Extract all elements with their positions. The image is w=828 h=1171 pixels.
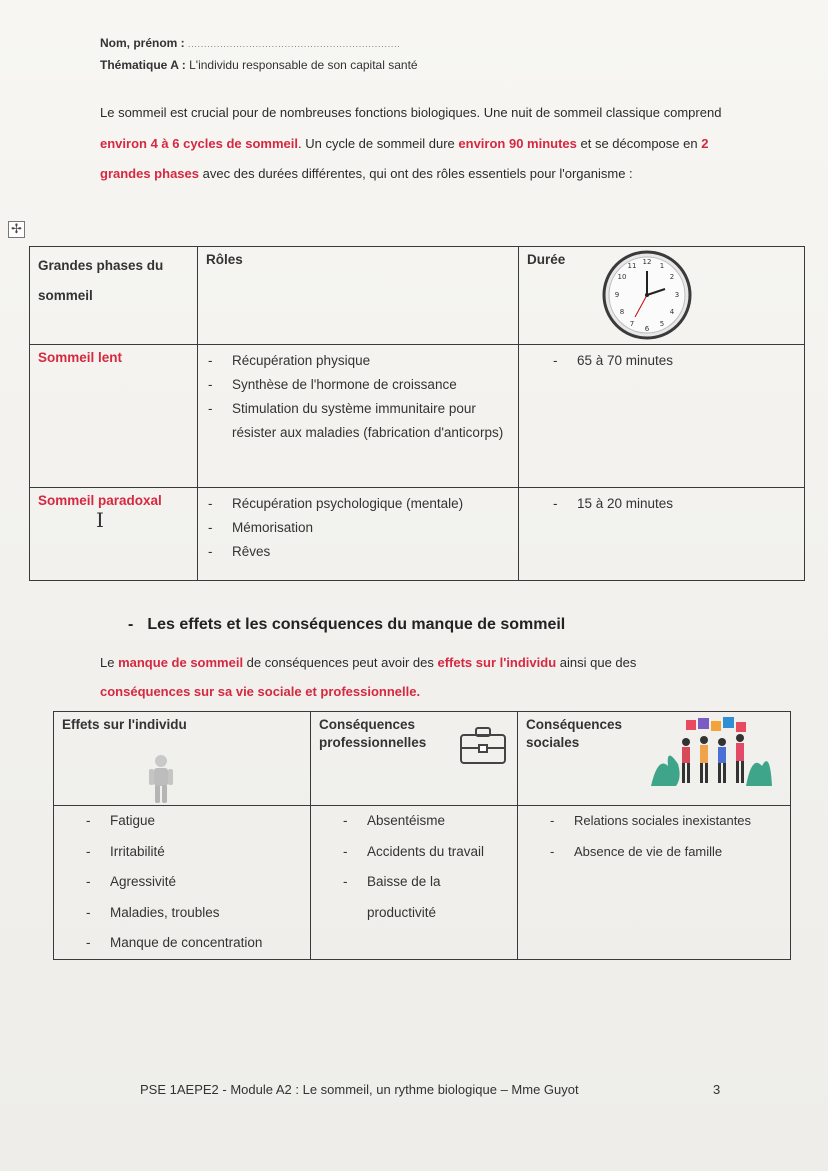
header-phases — [30, 247, 198, 345]
p2-highlight-consequences: conséquences sur sa vie sociale et professionnelle. — [100, 684, 421, 699]
list-item: - Accidents du travail — [367, 837, 517, 868]
list-item: - 15 à 20 minutes — [577, 492, 804, 516]
clock-num-5: 5 — [659, 320, 665, 328]
people-group-icon — [646, 716, 776, 788]
clock-num-6: 6 — [644, 325, 650, 333]
list-item: - Maladies, troubles — [110, 898, 310, 929]
header-pro — [311, 712, 518, 806]
pro-list — [311, 806, 517, 928]
effects-table — [53, 711, 791, 960]
p2-highlight-manque: manque de sommeil — [118, 655, 244, 670]
effects-content-row — [54, 806, 791, 960]
header-roles — [198, 247, 519, 345]
header-roles-label: Rôles — [206, 252, 243, 267]
header-pro-label: Conséquences professionnelles — [319, 717, 427, 750]
page-number: 3 — [713, 1082, 721, 1097]
p2-text-b: de conséquences peut avoir des — [243, 655, 438, 670]
soc-list — [518, 806, 790, 867]
header-effets — [54, 712, 311, 806]
name-line — [100, 36, 401, 50]
header-soc-label: Conséquences sociales — [526, 717, 623, 750]
p2-highlight-effets: effets sur l'individu — [437, 655, 557, 670]
list-item: - Irritabilité — [110, 837, 310, 868]
list-item: - Stimulation du système immunitaire pour résister aux maladies (fabrication d'anticorps) — [232, 397, 518, 445]
duree-cell-paradoxal — [519, 488, 805, 581]
list-item: - Récupération psychologique (mentale) — [232, 492, 518, 516]
name-field[interactable]: .................................................................. — [188, 40, 401, 49]
section-title-text: Les effets et les conséquences du manque de sommeil — [147, 616, 566, 633]
roles-list-paradoxal — [198, 488, 518, 564]
duree-list-paradoxal — [519, 488, 804, 516]
roles-list-lent — [198, 345, 518, 445]
list-item: - Relations sociales inexistantes — [574, 806, 790, 837]
p2-text-c: ainsi que des — [556, 655, 637, 670]
list-item: - 65 à 70 minutes — [577, 349, 804, 373]
clock-num-1: 1 — [659, 262, 665, 270]
pro-cell — [311, 806, 518, 960]
clock-num-3: 3 — [674, 291, 680, 299]
duree-cell-lent — [519, 345, 805, 488]
page-footer: PSE 1AEPE2 - Module A2 : Le sommeil, un rythme biologique – Mme Guyot — [140, 1082, 579, 1097]
clock-num-10: 10 — [617, 273, 627, 281]
soc-cell — [518, 806, 791, 960]
header-duree-label: Durée — [527, 252, 566, 267]
phase-label-lent: Sommeil lent — [38, 350, 123, 365]
header-duree — [519, 247, 805, 345]
list-item: - Absence de vie de famille — [574, 837, 790, 868]
theme-text: L'individu responsable de son capital santé — [189, 58, 418, 72]
list-item: - Mémorisation — [232, 516, 518, 540]
clock-num-8: 8 — [619, 308, 625, 316]
clock-num-7: 7 — [629, 320, 635, 328]
duree-list-lent — [519, 345, 804, 373]
list-item: - Récupération physique — [232, 349, 518, 373]
roles-cell-lent — [198, 345, 519, 488]
intro-text-2: . Un cycle de sommeil dure — [298, 135, 459, 151]
header-effets-label: Effets sur l'individu — [62, 717, 187, 732]
clock-num-4: 4 — [669, 308, 675, 316]
table-move-handle-icon[interactable]: ✢ — [8, 221, 25, 238]
clock-num-2: 2 — [669, 273, 675, 281]
intro-highlight-cycles: environ 4 à 6 cycles de sommeil — [100, 135, 298, 151]
phase-cell-paradoxal — [30, 488, 198, 581]
name-label: Nom, prénom : — [100, 36, 185, 50]
header-phases-label: Grandes phases du sommeil — [38, 258, 164, 303]
list-item: - Absentéisme — [367, 806, 517, 837]
phase-label-paradoxal: Sommeil paradoxal — [38, 493, 162, 508]
section-title: - Les effets et les conséquences du manque de sommeil — [128, 616, 566, 633]
effets-cell — [54, 806, 311, 960]
person-icon — [146, 754, 176, 804]
theme-line — [100, 58, 418, 72]
clock-num-11: 11 — [627, 262, 637, 270]
list-item: - Synthèse de l'hormone de croissance — [232, 373, 518, 397]
intro-text-3: et se décompose en — [576, 135, 702, 151]
sleep-phases-table — [29, 246, 805, 581]
list-item: - Manque de concentration — [110, 928, 310, 959]
text-cursor-icon: I — [96, 508, 104, 532]
list-item: - Fatigue — [110, 806, 310, 837]
clock-num-9: 9 — [614, 291, 620, 299]
intro-text-1: Le sommeil est crucial pour de nombreuses fonctions biologiques. Une nuit de sommeil classique comprend — [100, 105, 722, 120]
intro-paragraph — [100, 98, 740, 190]
header-soc — [518, 712, 791, 806]
clock-icon — [601, 249, 693, 341]
row-sommeil-lent — [30, 345, 805, 488]
row-sommeil-paradoxal — [30, 488, 805, 581]
effets-list — [54, 806, 310, 959]
phase-cell-lent — [30, 345, 198, 488]
table-header-row — [54, 712, 791, 806]
list-item: - Rêves — [232, 540, 518, 564]
table-header-row — [30, 247, 805, 345]
list-item: - Baisse de la productivité — [367, 867, 467, 928]
intro-highlight-phases: 2 grandes phases — [100, 135, 709, 181]
intro-text-4: avec des durées différentes, qui ont des rôles essentiels pour l'organisme : — [199, 166, 633, 181]
intro-highlight-duration: environ 90 minutes — [458, 135, 577, 151]
clock-num-12: 12 — [642, 258, 652, 266]
list-item: - Agressivité — [110, 867, 310, 898]
roles-cell-paradoxal — [198, 488, 519, 581]
p2-text-a: Le — [100, 655, 119, 670]
theme-label: Thématique A : — [100, 58, 186, 72]
section-paragraph — [100, 648, 740, 706]
briefcase-icon — [459, 726, 507, 766]
